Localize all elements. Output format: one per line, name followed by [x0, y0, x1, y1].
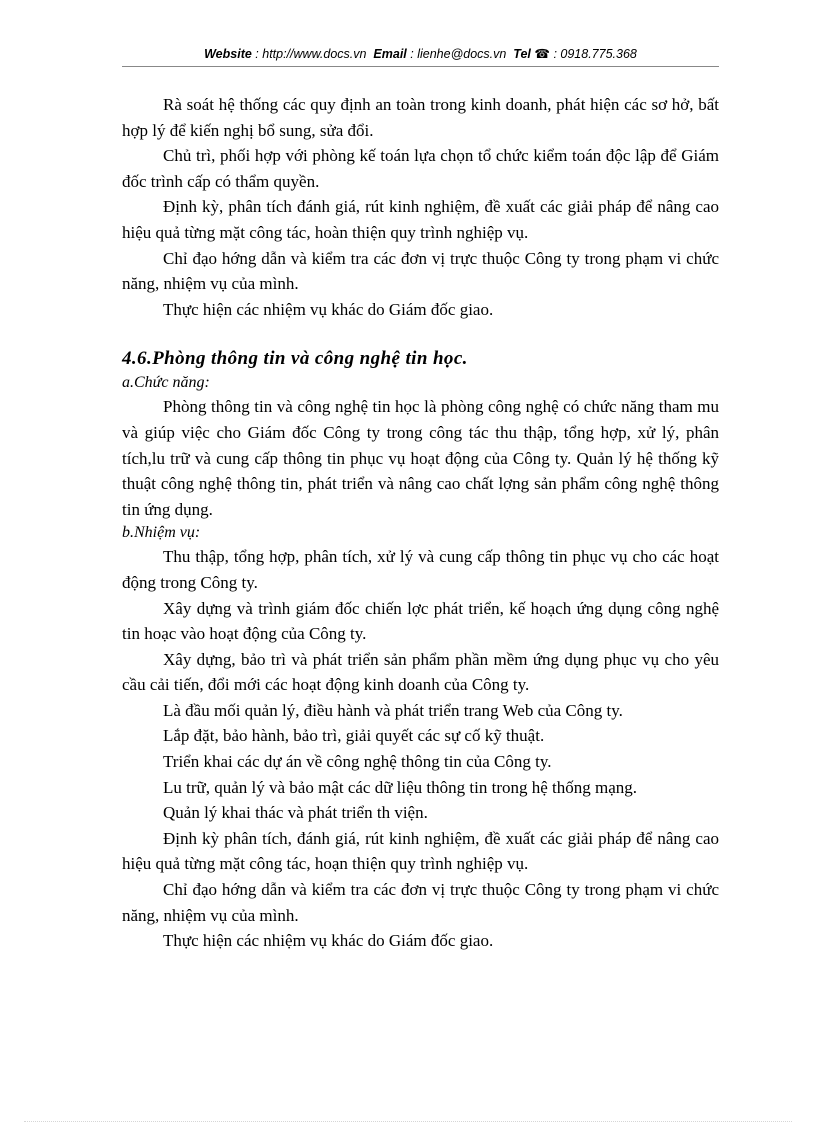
duty-item: Lu trữ, quản lý và bảo mật các dữ liệu thông tin trong hệ thống mạng. [163, 777, 638, 797]
website-label: Website [204, 47, 252, 61]
duty-label: b.Nhiệm vụ: [122, 524, 201, 542]
header-divider [122, 66, 719, 67]
function-label: a.Chức năng: [122, 374, 210, 392]
function-paragraph: Phòng thông tin và công nghệ tin học là phòng công nghệ có chức năng tham mu và giúp việc cho Giám đốc Công ty trong công tác thu thập, tổng hợp, xử lý, phân tích,lu trữ và cung cấp thông tin phục vụ hoạt động của Công ty. Quản lý hệ thống kỹ thuật công nghệ thông tin, phát triển và nâng cao chất lợng sản phẩm công nghệ thông tin ứng dụng. [122, 397, 719, 519]
email-label: Email [373, 47, 407, 61]
duty-item: Chỉ đạo hớng dẫn và kiểm tra các đơn vị trực thuộc Công ty trong phạm vi chức năng, nhiệm vụ của mình. [122, 880, 719, 925]
section-title: 4.6.Phòng thông tin và công nghệ tin học. [122, 348, 468, 370]
duty-item: Xây dựng, bảo trì và phát triển sản phẩm phần mềm ứng dụng phục vụ cho yêu cầu cải tiến, đổi mới các hoạt động kinh doanh của Công ty. [122, 649, 719, 695]
telephone-icon: ☎ [534, 47, 550, 61]
intro-paragraph: Thực hiện các nhiệm vụ khác do Giám đốc giao. [163, 299, 494, 319]
intro-paragraph: Chủ trì, phối hợp với phòng kế toán lựa chọn tổ chức kiểm toán độc lập để Giám đốc trình cấp có thẩm quyền. [122, 146, 719, 191]
tel-value: : 0918.775.368 [553, 47, 637, 61]
duty-item: Lắp đặt, bảo hành, bảo trì, giải quyết các sự cố kỹ thuật. [163, 726, 545, 746]
intro-paragraph: Rà soát hệ thống các quy định an toàn trong kinh doanh, phát hiện các sơ hở, bất hợp lý để kiến nghị bổ sung, sửa đổi. [122, 95, 719, 140]
duty-item: Xây dựng và trình giám đốc chiến lợc phát triển, kế hoạch ứng dụng công nghệ tin hoạc vào hoạt động của Công ty. [122, 598, 719, 644]
email-value[interactable]: : lienhe@docs.vn [410, 47, 507, 61]
duty-item: Triển khai các dự án về công nghệ thông tin của Công ty. [163, 752, 552, 772]
intro-paragraph: Chỉ đạo hớng dẫn và kiểm tra các đơn vị trực thuộc Công ty trong phạm vi chức năng, nhiệm vụ của mình. [122, 248, 719, 294]
page-bottom-border [24, 1121, 792, 1122]
document-body [122, 92, 719, 954]
duty-item: Thực hiện các nhiệm vụ khác do Giám đốc giao. [163, 931, 494, 951]
duty-item: Quản lý khai thác và phát triển th viện. [163, 803, 428, 823]
duty-item: Thu thập, tổng hợp, phân tích, xử lý và cung cấp thông tin phục vụ cho các hoạt động trong Công ty. [122, 547, 719, 592]
duty-item: Định kỳ phân tích, đánh giá, rút kinh nghiệm, đề xuất các giải pháp để nâng cao hiệu quả từng mặt công tác, hoạn thiện quy trình nghiệp vụ. [122, 828, 719, 874]
duty-item: Là đầu mối quản lý, điều hành và phát triển trang Web của Công ty. [163, 700, 623, 720]
page-header [122, 46, 719, 61]
tel-label: Tel [513, 47, 531, 61]
website-value[interactable]: : http://www.docs.vn [255, 47, 367, 61]
intro-paragraph: Định kỳ, phân tích đánh giá, rút kinh nghiệm, đề xuất các giải pháp để nâng cao hiệu quả từng mặt công tác, hoàn thiện quy trình nghiệp vụ. [122, 197, 719, 242]
